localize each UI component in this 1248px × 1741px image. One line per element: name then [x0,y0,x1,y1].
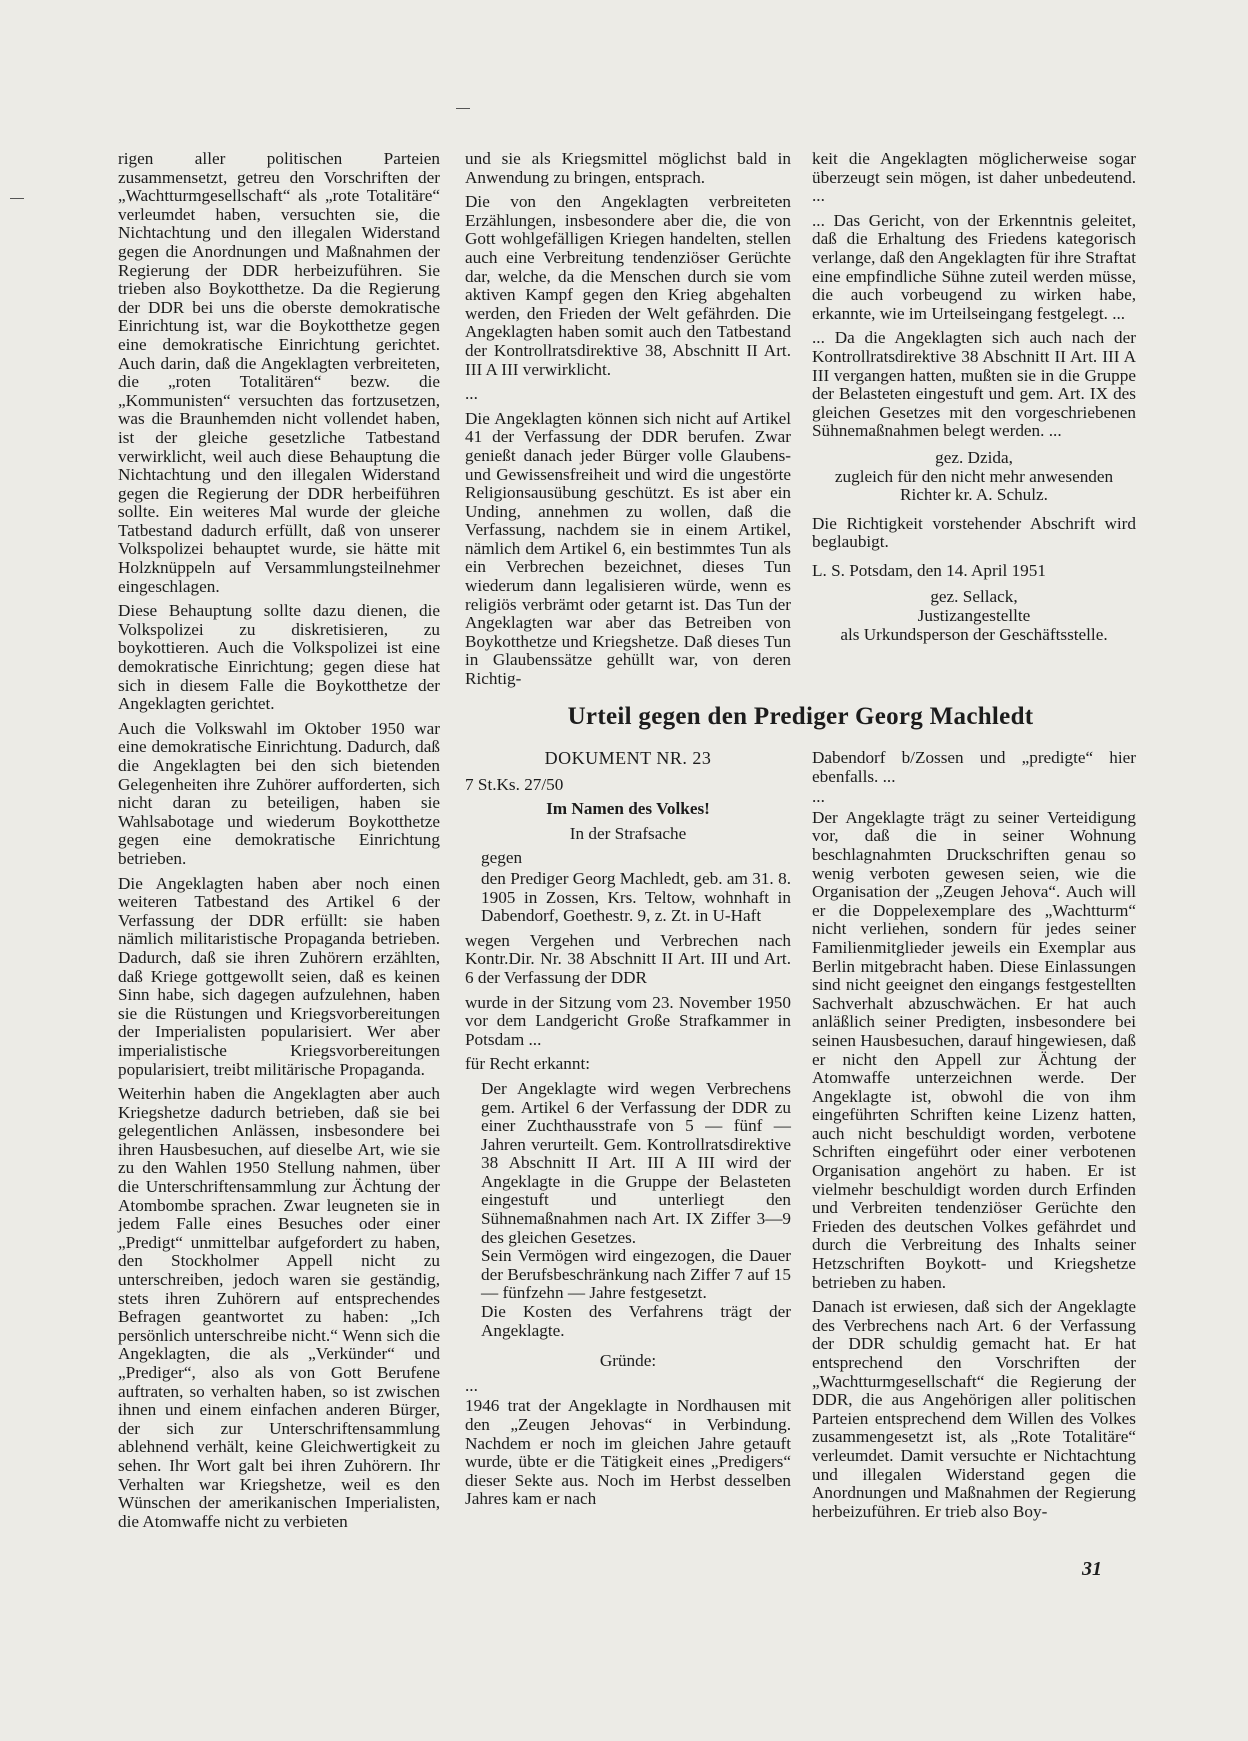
paragraph: keit die Angeklagten möglicherweise sogar überzeugt sein mögen, ist daher unbedeutend. ... [812,149,1136,206]
column-right-top [812,150,1136,644]
paragraph: Diese Behauptung sollte dazu dienen, die Volkspolizei zu diskretisieren, zu boykottieren. Auch die Volkspolizei ist eine demokratische Einrichtung; gegen diese hat sich in diesem Falle die Boykotthetze der Angeklagten gerichtet. [118,601,440,714]
paragraph: rigen aller politischen Parteien zusammensetzt, getreu den Vorschriften der „Wachtturmgesellschaft“ als „rote Totalitäre“ verleumdet haben, versuchten sie, die Nichtachtung und den illegalen Widerstand gegen die Anordnungen und Maßnahmen der Regierung der DDR herbeizuführen. Sie trieben also Boykotthetze. Da die Regierung der DDR bei uns die oberste demokratische Einrichtung ist, war die Boykotthetze gegen eine demokratische Einrichtung gerichtet. Auch darin, daß die Angeklagten verbreiteten, die „roten Totalitären“ bezw. die „Kommunisten“ versuchten das fortzusetzen, was die Braunhemden nicht vollendet haben, ist der gleiche gesetzliche Tatbestand verwirklicht, weil auch diese Behauptung die Nichtachtung und den illegalen Widerstand gegen die Regierung der DDR herbeiführen sollte. Ein weiteres Mal wurde der gleiche Tatbestand dadurch erfüllt, daß von unserer Volkspolizei behauptet wurde, sie hätte mit Holzknüppeln auf Versammlungsteilnehmer eingeschlagen. [118,149,440,596]
defendant-details: den Prediger Georg Machledt, geb. am 31. 8. 1905 in Zossen, Krs. Teltow, wohnhaft in Dabendorf, Goethestr. 9, z. Zt. in U-Haft [481,868,791,926]
signature-line: als Urkundsperson der Geschäftsstelle. [840,624,1108,644]
verdict-block [465,1080,791,1340]
paragraph: Der Angeklagte trägt zu seiner Verteidigung vor, daß die in seiner Wohnung beschlagnahmten Druckschriften genau so wenig verboten gewesen seien, wie die Organisation der „Zeugen Jehova“. Auch will er die Doppelexemplare des „Wachtturm“ nicht verliehen, sondern für jedes seiner Familienmitglieder jeweils ein Exemplar aus Berlin mitgebracht haben. Diese Einlassungen sind nicht geeignet den eingangs festgestellten Sachverhalt abzuschwächen. Er hat auch anläßlich seiner Predigten, insbesondere bei seinen Hausbesuchen, darauf hingewiesen, daß er nicht den Appell zur Ächtung der Atomwaffe unterzeichnen werde. Der Angeklagte ist, obwohl die von ihm eingeführten Schriften keine Lizenz hatten, auch nicht beschuldigt worden, verbotene Schriften eingeführt oder einer verbotenen Organisation angehört zu haben. Er ist vielmehr beschuldigt worden durch Erfinden und Verbreiten tendenziöser Gerüchte den Frieden des deutschen Volkes gefährdet und durch die Verbreitung des Inhalts seiner Hetzschriften Boykott- und Kriegshetze betrieben zu haben. [812,807,1136,1292]
signature-block-sellack [812,588,1136,644]
fuer-recht-label: für Recht erkannt: [465,1054,591,1074]
signature-line: gez. Sellack, [930,587,1018,607]
ellipsis: ... [465,1375,478,1395]
charge: wegen Vergehen und Verbrechen nach Kontr.Dir. Nr. 38 Abschnitt II Art. III und Art. 6 der Verfassung der DDR [465,930,791,987]
strafsache-label: In der Strafsache [569,823,687,843]
session-info: wurde in der Sitzung vom 23. November 1950 vor dem Landgericht Große Strafkammer in Potsdam ... [465,992,791,1049]
margin-mark [10,198,24,199]
signature-block-dzida [812,449,1136,505]
column-middle-bottom [465,749,791,1515]
paragraph: ... Da die Angeklagten sich auch nach der Kontrollratsdirektive 38 Abschnitt II Art. III A III vergangen hatten, mußten sie in die Gruppe der Belasteten eingestuft und gem. Art. IX des gleichen Gesetzes mit den vorgeschriebenen Sühnemaßnahmen belegt werden. ... [812,328,1136,441]
paragraph: Danach ist erwiesen, daß sich der Angeklagte des Verbrechens nach Art. 6 der Verfassung der DDR schuldig gemacht hat. Er hat entsprechend den Vorschriften der „Wachtturmgesellschaft“ die Regierung der DDR, die aus Angehörigen aller politischen Parteien entsprechend dem Willen des Volkes zusammengesetzt ist, als „Rote Totalitäre“ verleumdet. Damit versuchte er Nichtachtung und illegalen Widerstand gegen die Anordnungen und Maßnahmen der Regierung herbeizuführen. Er trieb also Boy- [812,1297,1136,1521]
signature-line: Richter kr. A. Schulz. [900,485,1048,505]
verdict-paragraph: Der Angeklagte wird wegen Verbrechens gem. Artikel 6 der Verfassung der DDR zu einer Zuchthausstrafe von 5 — fünf — Jahren verurteilt. Gem. Kontrollratsdirektive 38 Abschnitt II Art. III A III wird der Angeklagte in die Gruppe der Belasteten eingestuft und unterliegt den Sühnemaßnahmen nach Art. IX Ziffer 3—9 des gleichen Gesetzes. [481,1078,791,1247]
column-middle-top [465,150,791,695]
page-number: 31 [1082,1558,1102,1580]
verdict-paragraph: Sein Vermögen wird eingezogen, die Dauer der Berufsbeschränkung nach Ziffer 7 auf 15 — fünfzehn — Jahre festgesetzt. [481,1246,791,1303]
article-heading: Urteil gegen den Prediger Georg Machledt [567,703,1034,730]
im-namen-des-volkes: Im Namen des Volkes! [546,799,710,819]
gruende-heading: Gründe: [599,1351,657,1371]
paragraph: Die von den Angeklagten verbreiteten Erzählungen, insbesondere aber die, die von Gott wohlgefälligen Kriegen handelten, stellen auch eine Verbreitung tendenziöser Gerüchte dar, welche, da die Menschen durch sie vom aktiven Kampf gegen den Krieg abgehalten werden, den Frieden der Welt gefährden. Die Angeklagten haben somit auch den Tatbestand der Kontrollratsdirektive 38, Abschnitt II Art. III A III verwirklicht. [465,192,791,379]
signature-line: zugleich für den nicht mehr anwesenden [834,466,1114,486]
attestation: Die Richtigkeit vorstehender Abschrift wird beglaubigt. [812,513,1136,552]
column-left [118,150,440,1537]
paragraph: Auch die Volkswahl im Oktober 1950 war eine demokratische Einrichtung. Dadurch, daß die Angeklagten bei den sich bietenden Gelegenheiten ihre Zuhörer aufforderten, sich nicht daran zu beteiligen, haben sie Wahlsabotage und wiederum Boykotthetze gegen eine demokratische Einrichtung betrieben. [118,718,440,868]
paragraph: 1946 trat der Angeklagte in Nordhausen mit den „Zeugen Jehovas“ in Verbindung. Nachdem er noch im gleichen Jahre getauft wurde, übte er die Tätigkeit eines „Predigers“ dieser Sekte aus. Noch im Herbst desselben Jahres kam er nach [465,1396,791,1509]
place-date: L. S. Potsdam, den 14. April 1951 [812,560,1046,580]
signature-line: gez. Dzida, [935,447,1013,467]
column-right-bottom [812,749,1136,1527]
document-number: DOKUMENT NR. 23 [544,748,712,768]
paragraph: Dabendorf b/Zossen und „predigte“ hier ebenfalls. ... [812,748,1136,786]
paragraph: Die Angeklagten haben aber noch einen weiteren Tatbestand des Artikel 6 der Verfassung der DDR erfüllt: sie haben nämlich militaristische Propaganda betrieben. Dadurch, daß sie ihren Zuhörern erzählten, daß Kriege gottgewollt seien, daß es keinen Sinn habe, sich dagegen aufzulehnen, haben sie die Rüstungen und Kriegsvorbereitungen der Imperialisten popularisiert. Wer aber imperialistische Kriegsvorbereitungen popularisiert, treibt militärische Propaganda. [118,873,440,1079]
file-number: 7 St.Ks. 27/50 [465,774,564,794]
ellipsis: ... [812,787,825,807]
signature-line: Justizangestellte [917,606,1031,626]
gegen-label: gegen [481,848,523,868]
verdict-paragraph: Die Kosten des Verfahrens trägt der Angeklagte. [481,1302,791,1340]
paragraph: ... Das Gericht, von der Erkenntnis geleitet, daß die Erhaltung des Friedens kategorisch verlange, daß den Angeklagten für ihre Straftat eine empfindliche Sühne zuteil werden müsse, die auch vorbeugend zu wirken habe, erkannte, wie im Urteilseingang festgelegt. ... [812,210,1136,323]
paragraph: Die Angeklagten können sich nicht auf Artikel 41 der Verfassung der DDR berufen. Zwar genießt danach jeder Bürger volle Glaubens- und Gewissensfreiheit und wird die ungestörte Religionsausübung geschützt. Es ist aber ein Unding, annehmen zu wollen, daß die Verfassung, nachdem sie in einem Artikel, nämlich dem Artikel 6, ein bestimmtes Tun als ein Verbrechen bezeichnet, dieses Tun wiederum dann legalisieren würde, wenn es religiös verbrämt oder getarnt ist. Das Tun der Angeklagten war aber das Betreiben von Boykotthetze und Kriegshetze. Daß dieses Tun in Glaubenssätze gehüllt war, von deren Richtig- [465,408,791,689]
paragraph: Weiterhin haben die Angeklagten aber auch Kriegshetze dadurch betrieben, daß sie bei gelegentlichen Anlässen, insbesondere bei ihren Hausbesuchen, auf dieselbe Art, wie sie zu den Wahlen 1950 Stellung nahmen, über die Unterschriftensammlung zur Ächtung der Atombombe sprachen. Zwar leugneten sie in jedem Falle eines Besuches oder einer „Predigt“ unmittelbar aufgefordert zu haben, den Stockholmer Appell nicht zu unterschreiben, jedoch waren sie geständig, stets ihren Zuhörern auf entsprechendes Befragen geantwortet zu haben: „Ich persönlich unterschreibe nicht.“ Wenn sich die Angeklagten, die als „Verkünder“ und „Prediger“, also als von Gott Berufene auftraten, so verhalten haben, so ist zwischen ihnen und einem einfachen anderen Bürger, der sich zur Unterschriftensammlung ablehnend verhält, keine Gleichwertigkeit zu sehen. Ihr Wort galt bei ihren Zuhörern. Ihr Verhalten war Kriegshetze, weil es den Wünschen der amerikanischen Imperialisten, die Atomwaffe nicht zu verbieten [118,1084,440,1531]
ellipsis: ... [465,384,478,404]
fold-mark [456,108,470,109]
paragraph: und sie als Kriegsmittel möglichst bald in Anwendung zu bringen, entsprach. [465,149,791,187]
